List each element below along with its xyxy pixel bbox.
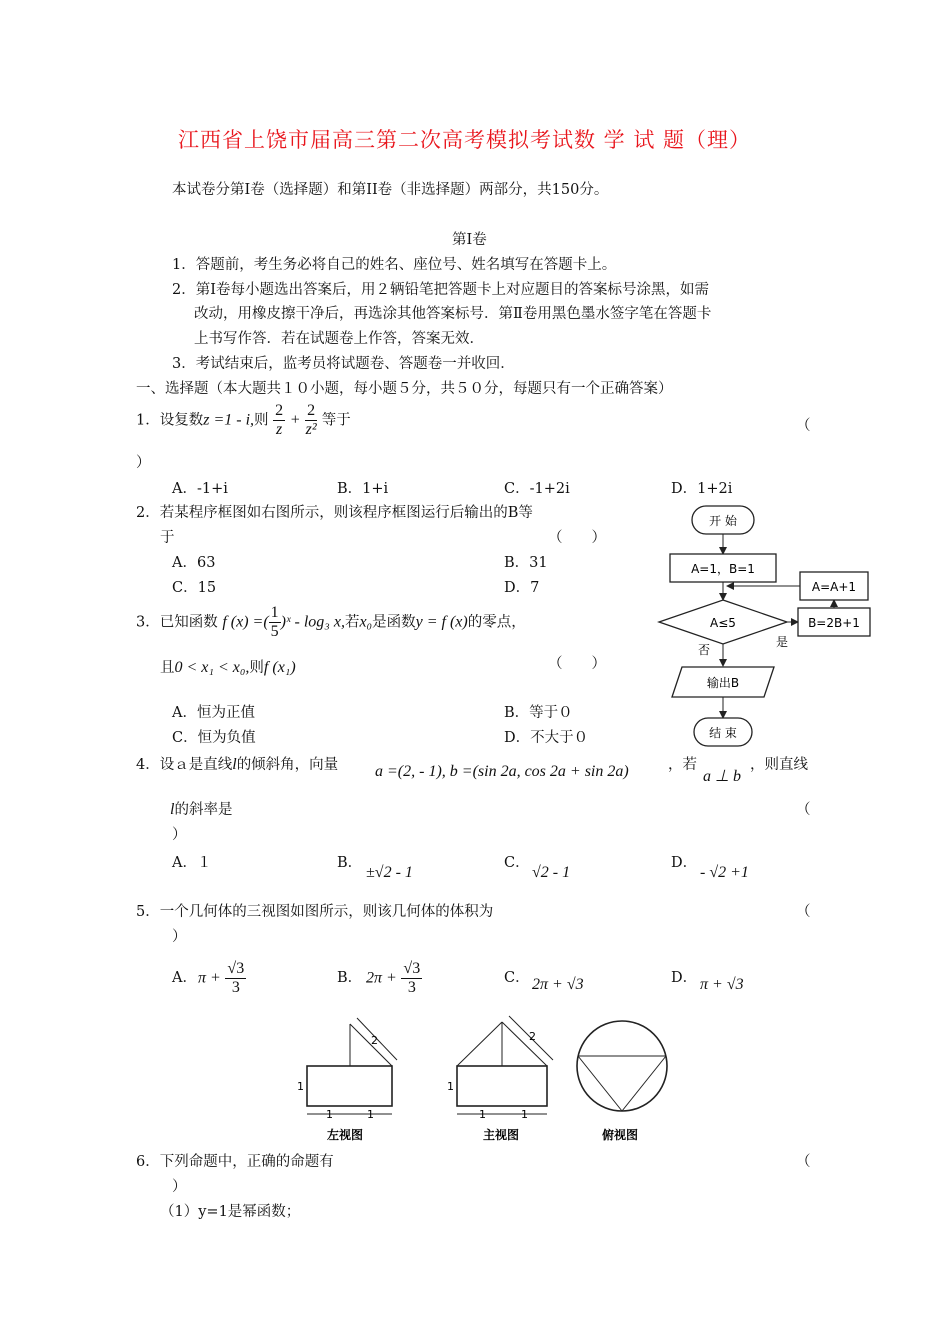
question-4: 4．设ａ是直线l的倾斜角，向量 — [136, 756, 339, 773]
note-1: 1．答题前，考生务必将自己的姓名、座位号、姓名填写在答题卡上。 — [172, 257, 617, 273]
question-3-cont: 且0 < x₁ < x₀,则f (x₁) — [160, 659, 296, 676]
q1-option-c: C．-1+2i — [504, 481, 570, 497]
q2-option-b: B．31 — [504, 555, 548, 571]
q4-option-b-math: ±√2 - 1 — [366, 864, 413, 881]
question-3: 3．已知函数 f (x) =( $\frac{1}{5}$ )ˣ - log₃ x,若x₀是函数y = f (x)的零点， — [136, 604, 526, 640]
flow-output-text: 输出B — [706, 676, 740, 690]
flow-start-text: 开 始 — [709, 514, 737, 528]
front-view-label: 主视图 — [483, 1128, 520, 1142]
svg-text:1: 1 — [479, 1108, 486, 1121]
q4-option-c: C． — [504, 855, 530, 871]
note-2-cont: 改动，用橡皮擦干净后，再选涂其他答案标号．第Ⅱ卷用黑色墨水签字笔在答题卡 — [194, 306, 712, 322]
q5-option-b-math: 2π + $\frac{√3}{3}$ — [366, 960, 421, 996]
q4-perp: a ⊥ b — [703, 768, 741, 785]
part-heading: 第Ⅰ卷 — [452, 232, 487, 248]
note-2-cont2: 上书写作答．若在试题卷上作答，答案无效． — [194, 331, 484, 347]
svg-text:2: 2 — [529, 1030, 536, 1043]
q5-option-d: D． — [671, 970, 698, 986]
q1-paren-close: ） — [136, 455, 151, 471]
flow-yes-label: 是 — [776, 635, 789, 649]
front-view — [447, 1016, 553, 1142]
q3-option-b: B．等于０ — [504, 705, 573, 721]
q1-option-b: B．1+i — [337, 481, 389, 497]
left-view-label: 左视图 — [327, 1128, 364, 1142]
q5-paren-close: ） — [172, 929, 187, 945]
q2-option-a: A．63 — [172, 555, 216, 571]
intro-text: 本试卷分第Ⅰ卷（选择题）和第II卷（非选择题）两部分，共150分。 — [172, 182, 609, 198]
q5-option-a-math: π + $\frac{√3}{3}$ — [198, 960, 245, 996]
flow-end-text: 结 束 — [709, 726, 737, 740]
q4-option-d-math: - √2 +1 — [700, 864, 749, 881]
svg-text:1: 1 — [447, 1080, 454, 1093]
q4-option-c-math: √2 - 1 — [532, 864, 571, 881]
q3-option-a: A．恒为正值 — [172, 705, 255, 721]
svg-text:1: 1 — [326, 1108, 333, 1121]
q5-option-c-math: 2π + √3 — [532, 976, 584, 993]
q5-option-d-math: π + √3 — [700, 976, 744, 993]
q4-paren-close: ） — [172, 827, 187, 843]
q1-mid: 则 — [254, 412, 269, 429]
q6-paren-open: （ — [796, 1154, 811, 1170]
q6-item-1: （1）y=1是幂函数； — [160, 1204, 301, 1220]
q4-paren-open: （ — [796, 802, 811, 818]
question-1: 1．设复数z =1 - i,则 $\frac{2}{z}$ + $\frac{2}{\text{z²}}$ 等于 — [136, 402, 351, 438]
top-view-label: 俯视图 — [602, 1128, 639, 1142]
q4-option-a: A．１ — [172, 855, 212, 871]
note-3: 3．考试结束后，监考员将试题卷、答题卷一并收回． — [172, 356, 515, 372]
q4-suffix: ，则直线 — [750, 757, 808, 773]
q4-option-d: D． — [671, 855, 698, 871]
q2-option-d: D．7 — [504, 580, 540, 596]
q1-paren-open: （ — [796, 418, 811, 434]
question-2-cont: 于 — [160, 530, 175, 546]
svg-text:2: 2 — [371, 1034, 378, 1047]
top-view — [577, 1021, 667, 1142]
svg-text:1: 1 — [297, 1080, 304, 1093]
flow-update-text: B=2B+1 — [808, 616, 860, 630]
q6-paren-close: ） — [172, 1179, 187, 1195]
question-2: 2．若某程序框图如右图所示，则该程序框图运行后输出的B等 — [136, 505, 533, 521]
flow-no-label: 否 — [698, 643, 711, 657]
svg-text:1: 1 — [521, 1108, 528, 1121]
flow-inc-text: A=A+1 — [811, 580, 857, 594]
svg-text:1: 1 — [367, 1108, 374, 1121]
q3-option-c: C．恒为负值 — [172, 730, 256, 746]
q5-option-a: A． — [172, 970, 197, 986]
section-heading: 一、选择题（本大题共１０小题，每小题５分，共５０分，每题只有一个正确答案） — [136, 381, 673, 397]
q1-math: z =1 - i, — [203, 411, 255, 429]
q1-frac-1: $\frac{2}{z}$ — [275, 402, 284, 438]
q1-suffix: 等于 — [321, 412, 351, 429]
flowchart — [650, 500, 875, 750]
q4-vector: a =(2, - 1), b =(sin 2a, cos 2a + sin 2a) — [375, 763, 629, 780]
question-6: 6．下列命题中，正确的命题有 — [136, 1154, 334, 1170]
q5-option-b: B． — [337, 970, 363, 986]
left-view — [297, 1018, 397, 1142]
q1-frac-2: $\frac{2}{\text{z²}}$ — [305, 402, 317, 438]
q3-option-d: D．不大于０ — [504, 730, 589, 746]
q1-option-a: A．-1+i — [172, 481, 228, 497]
q2-option-c: C．15 — [172, 580, 217, 596]
flow-cond-text: A≤5 — [710, 616, 736, 630]
question-4-cont: l的斜率是 — [170, 801, 233, 818]
q4-if: ，若 — [668, 757, 697, 773]
three-views-figure — [295, 1014, 680, 1144]
q1-prefix: 1．设复数 — [136, 412, 204, 429]
note-2: 2．第Ⅰ卷每小题选出答案后，用２辆铅笔把答题卡上对应题目的答案标号涂黑，如需 — [172, 282, 709, 298]
q1-option-d: D．1+2i — [671, 481, 733, 497]
q4-option-b: B． — [337, 855, 363, 871]
q5-paren-open: （ — [796, 904, 811, 920]
page-title: 江西省上饶市届高三第二次高考模拟考试数 学 试 题（理） — [178, 128, 752, 152]
flow-init-text: A=1，B=1 — [691, 562, 755, 576]
question-5: 5．一个几何体的三视图如图所示，则该几何体的体积为 — [136, 904, 494, 920]
q5-option-c: C． — [504, 970, 530, 986]
q3-paren: （ ） — [548, 656, 606, 672]
q2-paren: （ ） — [548, 530, 606, 546]
